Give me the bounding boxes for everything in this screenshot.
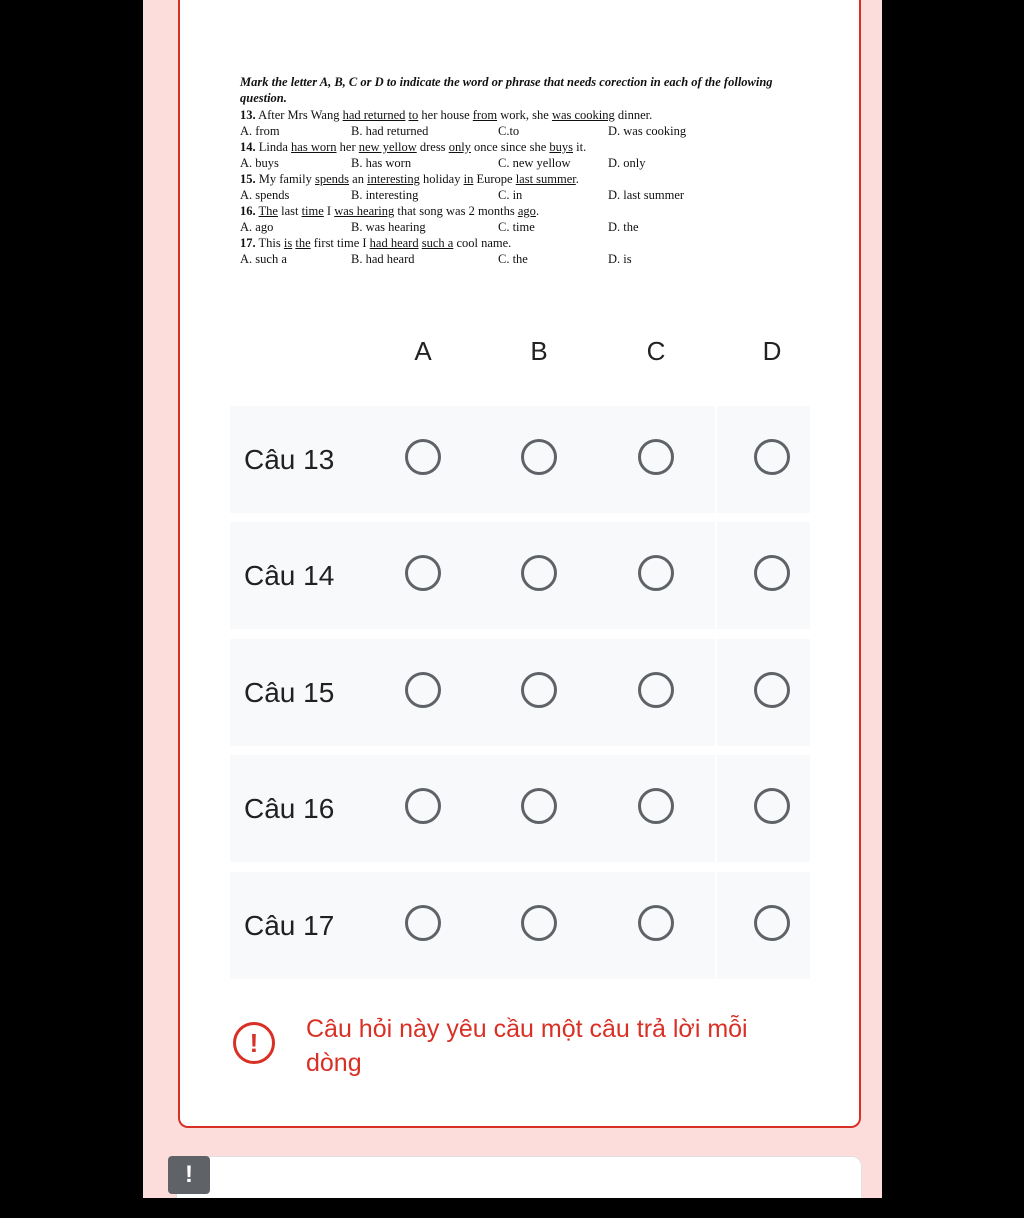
radio-cau-13-c[interactable] <box>638 439 674 475</box>
grid-row-cau-17 <box>230 872 810 979</box>
radio-cau-16-b[interactable] <box>521 788 557 824</box>
underlined-phrase: is <box>283 236 293 250</box>
underlined-phrase: was hearing <box>334 204 395 218</box>
answer-option: B. was hearing <box>351 220 426 234</box>
answer-options <box>240 155 810 171</box>
question-17 <box>240 235 810 251</box>
question-number: 13. <box>240 108 256 122</box>
underlined-phrase: spends <box>315 172 350 186</box>
question-text: first time I <box>310 236 370 250</box>
underlined-phrase: only <box>448 140 471 154</box>
underlined-phrase: had heard <box>369 236 419 250</box>
instruction-text: Mark the letter A, B, C or D to indicate the word or phrase that needs corection in each of the following question. <box>240 75 773 105</box>
grid-row-cau-16 <box>230 755 810 862</box>
question-text: cool name. <box>453 236 512 250</box>
underlined-phrase: to <box>408 108 419 122</box>
question-text: This <box>258 236 284 250</box>
radio-cau-14-c[interactable] <box>638 555 674 591</box>
underlined-phrase: has worn <box>291 140 337 154</box>
question-text: that song was 2 months <box>394 204 518 218</box>
warning-badge-icon: ! <box>168 1156 210 1194</box>
column-divider <box>715 522 717 629</box>
answer-option: D. is <box>608 252 632 266</box>
grid-row-cau-15 <box>230 639 810 746</box>
underlined-phrase: The <box>258 204 278 218</box>
radio-cau-15-d[interactable] <box>754 672 790 708</box>
underlined-phrase: the <box>295 236 311 250</box>
radio-cau-16-a[interactable] <box>405 788 441 824</box>
row-label: Câu 14 <box>244 560 335 591</box>
grid-row-cau-14 <box>230 522 810 629</box>
radio-cau-14-d[interactable] <box>754 555 790 591</box>
column-divider <box>715 639 717 746</box>
underlined-phrase: new yellow <box>358 140 417 154</box>
answer-option: A. from <box>240 124 280 138</box>
question-text: dress <box>416 140 449 154</box>
radio-cau-16-d[interactable] <box>754 788 790 824</box>
column-divider <box>715 755 717 862</box>
answer-option: B. has worn <box>351 156 412 170</box>
error-icon: ! <box>233 1022 275 1064</box>
question-text: her <box>336 140 359 154</box>
radio-cau-15-b[interactable] <box>521 672 557 708</box>
question-text: holiday <box>419 172 464 186</box>
answer-option: C. the <box>498 252 528 266</box>
radio-cau-16-c[interactable] <box>638 788 674 824</box>
answer-option: C. time <box>498 220 535 234</box>
question-15 <box>240 171 810 187</box>
question-text: work, she <box>497 108 552 122</box>
radio-cau-15-c[interactable] <box>638 672 674 708</box>
question-text: I <box>323 204 335 218</box>
column-header-b: B <box>530 336 548 366</box>
question-text: Linda <box>258 140 292 154</box>
row-label: Câu 16 <box>244 793 335 824</box>
underlined-phrase: last summer <box>515 172 576 186</box>
radio-cau-13-b[interactable] <box>521 439 557 475</box>
question-image <box>240 74 810 267</box>
row-label: Câu 15 <box>244 677 335 708</box>
question-number: 17. <box>240 236 256 250</box>
answer-option: D. the <box>608 220 639 234</box>
question-text: it. <box>573 140 587 154</box>
answer-options <box>240 187 810 203</box>
question-text: once since she <box>470 140 550 154</box>
bottom-strip <box>0 1198 1024 1218</box>
radio-cau-17-a[interactable] <box>405 905 441 941</box>
column-divider <box>715 406 717 513</box>
grid-row-cau-13 <box>230 406 810 513</box>
column-header-a: A <box>414 336 432 366</box>
answer-option: B. had returned <box>351 124 429 138</box>
row-label: Câu 13 <box>244 444 335 475</box>
radio-cau-13-d[interactable] <box>754 439 790 475</box>
answer-option: D. was cooking <box>608 124 687 138</box>
question-13 <box>240 107 810 123</box>
question-number: 15. <box>240 172 256 186</box>
answer-option: D. only <box>608 156 646 170</box>
column-header-d: D <box>762 336 782 366</box>
column-header-c: C <box>646 336 666 366</box>
radio-cau-14-b[interactable] <box>521 555 557 591</box>
radio-cau-13-a[interactable] <box>405 439 441 475</box>
underlined-phrase: had returned <box>342 108 406 122</box>
question-16 <box>240 203 810 219</box>
question-text: an <box>349 172 368 186</box>
question-list <box>240 107 810 267</box>
question-text: her house <box>418 108 473 122</box>
answer-options <box>240 251 810 267</box>
underlined-phrase: interesting <box>367 172 420 186</box>
question-text: dinner. <box>614 108 653 122</box>
radio-cau-14-a[interactable] <box>405 555 441 591</box>
row-label: Câu 17 <box>244 910 335 941</box>
underlined-phrase: time <box>301 204 324 218</box>
answer-option: C.to <box>498 124 520 138</box>
question-14 <box>240 139 810 155</box>
column-divider <box>715 872 717 979</box>
answer-option: A. spends <box>240 188 290 202</box>
question-text: Europe <box>473 172 516 186</box>
question-text: My family <box>258 172 315 186</box>
answer-option: A. buys <box>240 156 279 170</box>
question-text: . <box>575 172 579 186</box>
question-text: . <box>535 204 540 218</box>
radio-cau-17-d[interactable] <box>754 905 790 941</box>
question-number: 16. <box>240 204 256 218</box>
question-number: 14. <box>240 140 256 154</box>
radio-cau-15-a[interactable] <box>405 672 441 708</box>
question-text: last <box>277 204 302 218</box>
radio-cau-17-b[interactable] <box>521 905 557 941</box>
answer-option: A. ago <box>240 220 274 234</box>
answer-option: B. had heard <box>351 252 415 266</box>
answer-option: B. interesting <box>351 188 419 202</box>
underlined-phrase: buys <box>549 140 573 154</box>
error-message: Câu hỏi này yêu cầu một câu trả lời mỗi dòng <box>306 1015 748 1077</box>
underlined-phrase: such a <box>421 236 454 250</box>
underlined-phrase: from <box>472 108 498 122</box>
question-text: After Mrs Wang <box>258 108 343 122</box>
answer-options <box>240 219 810 235</box>
underlined-phrase: was cooking <box>551 108 615 122</box>
answer-option: C. new yellow <box>498 156 571 170</box>
answer-options <box>240 123 810 139</box>
answer-option: C. in <box>498 188 523 202</box>
answer-option: D. last summer <box>608 188 685 202</box>
underlined-phrase: ago <box>517 204 536 218</box>
radio-cau-17-c[interactable] <box>638 905 674 941</box>
answer-option: A. such a <box>240 252 287 266</box>
underlined-phrase: in <box>463 172 474 186</box>
